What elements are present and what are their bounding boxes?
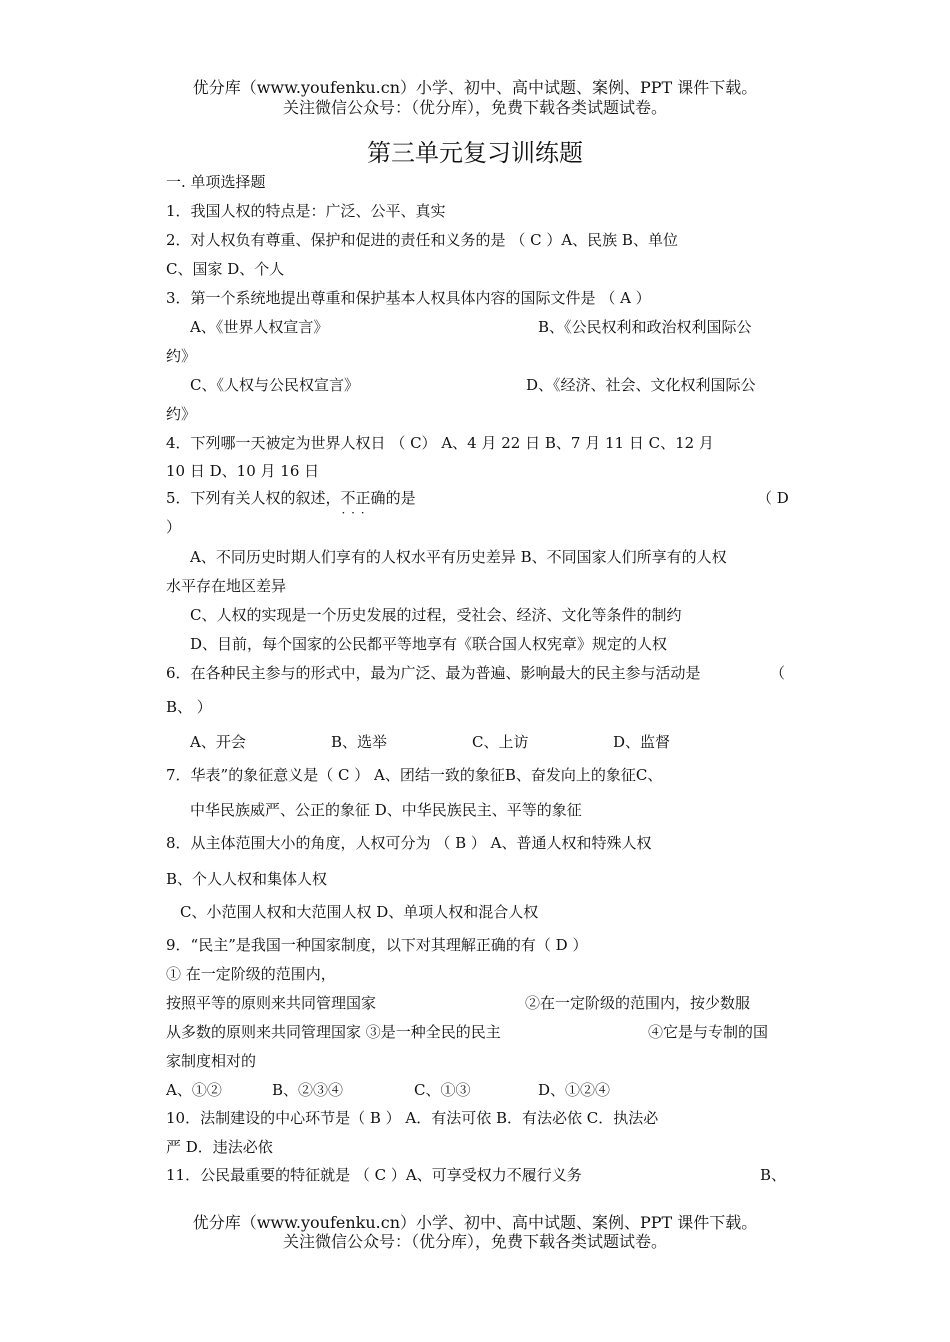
- question-2-cont: C、国家 D、个人: [166, 260, 285, 278]
- q5-option-d: D、目前，每个国家的公民都平等地享有《联合国人权宪章》规定的人权: [190, 635, 668, 653]
- q6-option-c: C、上访: [472, 733, 529, 751]
- question-4-cont: 10 日 D、10 月 16 日: [166, 462, 320, 480]
- q11-option-b: B、: [760, 1166, 787, 1184]
- footer-line-2: 关注微信公众号：（优分库），免费下载各类试题试卷。: [282, 1232, 667, 1251]
- q3-option-b: B、《公民权利和政治权利国际公: [538, 318, 752, 336]
- q6-option-b: B、选举: [331, 733, 388, 751]
- page-title: 第三单元复习训练题: [367, 139, 583, 167]
- question-10-cont: 严 D．违法必依: [166, 1138, 273, 1156]
- q3-option-b-cont: 约》: [166, 347, 197, 365]
- question-10: 10．法制建设的中心环节是（ B ） A．有法可依 B．有法必依 C．执法必: [166, 1109, 659, 1127]
- question-9: 9．“民主”是我国一种国家制度，以下对其理解正确的有（ D ）: [166, 936, 588, 954]
- section-heading: 一. 单项选择题: [166, 173, 266, 191]
- q3-option-d: D、《经济、社会、文化权利国际公: [526, 376, 756, 394]
- question-4: 4．下列哪一天被定为世界人权日 （ C） A、4 月 22 日 B、7 月 11 日 C、12 月: [166, 434, 714, 452]
- q5-emphasis: 不正确 · · ·: [341, 489, 386, 507]
- q9-option-d: D、①②④: [538, 1081, 611, 1099]
- q6-option-d: D、监督: [613, 733, 671, 751]
- q5-option-a: A、不同历史时期人们享有的人权水平有历史差异 B、不同国家人们所享有的人权: [190, 548, 727, 566]
- q5-option-a-cont: 水平存在地区差异: [166, 577, 287, 595]
- header-line-2: 关注微信公众号：（优分库），免费下载各类试题试卷。: [282, 98, 667, 117]
- q9-line-2b: ②在一定阶级的范围内，按少数服: [525, 994, 751, 1012]
- q8-options-cd: C、小范围人权和大范围人权 D、单项人权和混合人权: [180, 903, 539, 921]
- question-1: 1．我国人权的特点是：广泛、公平、真实: [166, 202, 446, 220]
- q9-line-2a: 按照平等的原则来共同管理国家: [166, 994, 377, 1012]
- question-8: 8．从主体范围大小的角度，人权可分为 （ B ） A、普通人权和特殊人权: [166, 834, 652, 852]
- q5-stem-post: 的是: [385, 489, 416, 507]
- q9-line-3a: 从多数的原则来共同管理国家 ③是一种全民的民主: [166, 1023, 501, 1041]
- q9-option-a: A、①②: [166, 1081, 222, 1099]
- q3-option-a: A、《世界人权宣言》: [190, 318, 329, 336]
- q5-close-paren: ）: [166, 518, 182, 536]
- q6-option-a: A、开会: [190, 733, 246, 751]
- q9-line-4: 家制度相对的: [166, 1052, 257, 1070]
- question-11: 11．公民最重要的特征就是 （ C ）A、可享受权力不履行义务: [166, 1166, 582, 1184]
- q3-option-c: C、《人权与公民权宣言》: [190, 376, 359, 394]
- q6-paren: （: [770, 664, 786, 682]
- question-2: 2．对人权负有尊重、保护和促进的责任和义务的是 （ C ）A、民族 B、单位: [166, 231, 678, 249]
- question-7-cont: 中华民族威严、公正的象征 D、中华民族民主、平等的象征: [190, 801, 582, 819]
- q5-answer: （ D: [757, 489, 789, 507]
- q9-option-b: B、②③④: [272, 1081, 344, 1099]
- q3-option-d-cont: 约》: [166, 405, 197, 423]
- q5-stem-pre: 5．下列有关人权的叙述，: [166, 489, 341, 507]
- q9-line-3b: ④它是与专制的国: [648, 1023, 769, 1041]
- q8-option-b: B、个人人权和集体人权: [166, 870, 328, 888]
- q9-line-1: ① 在一定阶级的范围内，: [166, 965, 336, 983]
- q5-option-c: C、人权的实现是一个历史发展的过程，受社会、经济、文化等条件的制约: [190, 606, 682, 624]
- question-7: 7．华表”的象征意义是（ C ） A、团结一致的象征B、奋发向上的象征C、: [166, 766, 663, 784]
- header-line-1: 优分库（www.youfenku.cn）小学、初中、高中试题、案例、PPT 课件下载。: [192, 78, 758, 97]
- question-6: 6．在各种民主参与的形式中，最为广泛、最为普遍、影响最大的民主参与活动是: [166, 664, 701, 682]
- footer-line-1: 优分库（www.youfenku.cn）小学、初中、高中试题、案例、PPT 课件下载。: [192, 1213, 758, 1232]
- question-5: [166, 488, 416, 508]
- q6-answer: B、 ）: [166, 698, 212, 716]
- question-3: 3．第一个系统地提出尊重和保护基本人权具体内容的国际文件是 （ A ）: [166, 289, 651, 307]
- q9-option-c: C、①③: [414, 1081, 471, 1099]
